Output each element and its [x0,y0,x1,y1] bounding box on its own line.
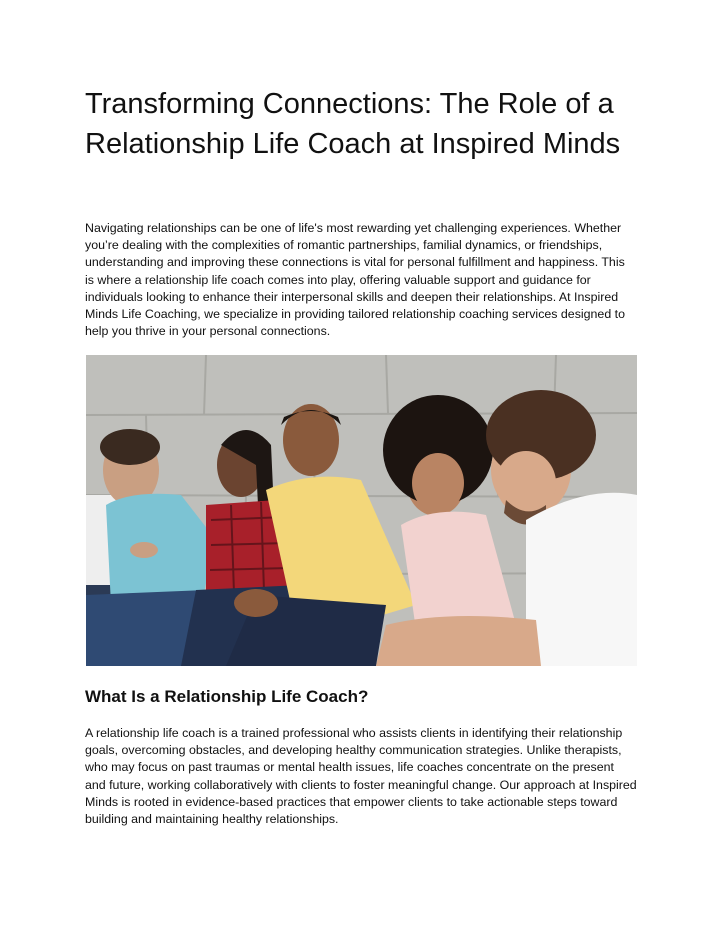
section-heading: What Is a Relationship Life Coach? [85,687,369,706]
document-title: Transforming Connections: The Role of a Relationship Life Coach at Inspired Minds [85,88,621,160]
group-photo [86,355,637,666]
section-paragraph: A relationship life coach is a trained professional who assists clients in identifying their relationship goals, overcoming obstacles, and developing healthy communication strategies. Unlike therapists, who may focus on past traumas or mental health issues, life coaches concentrate on the present and future, working collaboratively with clients to foster meaningful change. Our approach at Inspired Minds is rooted in evidence-based practices that empower clients to take actionable steps toward building and maintaining healthy relationships. [85,726,637,827]
intro-paragraph: Navigating relationships can be one of life's most rewarding yet challenging experiences. Whether you’re dealing with the complexities of romantic partnerships, familial dynamics, or friendships, understanding and improving these connections is vital for personal fulfillment and happiness. This is where a relationship life coach comes into play, offering valuable support and guidance for individuals looking to enhance their interpersonal skills and deepen their relationships. At Inspired Minds Life Coaching, we specialize in providing tailored relationship coaching services designed to help you thrive in your personal connections. [85,221,625,339]
